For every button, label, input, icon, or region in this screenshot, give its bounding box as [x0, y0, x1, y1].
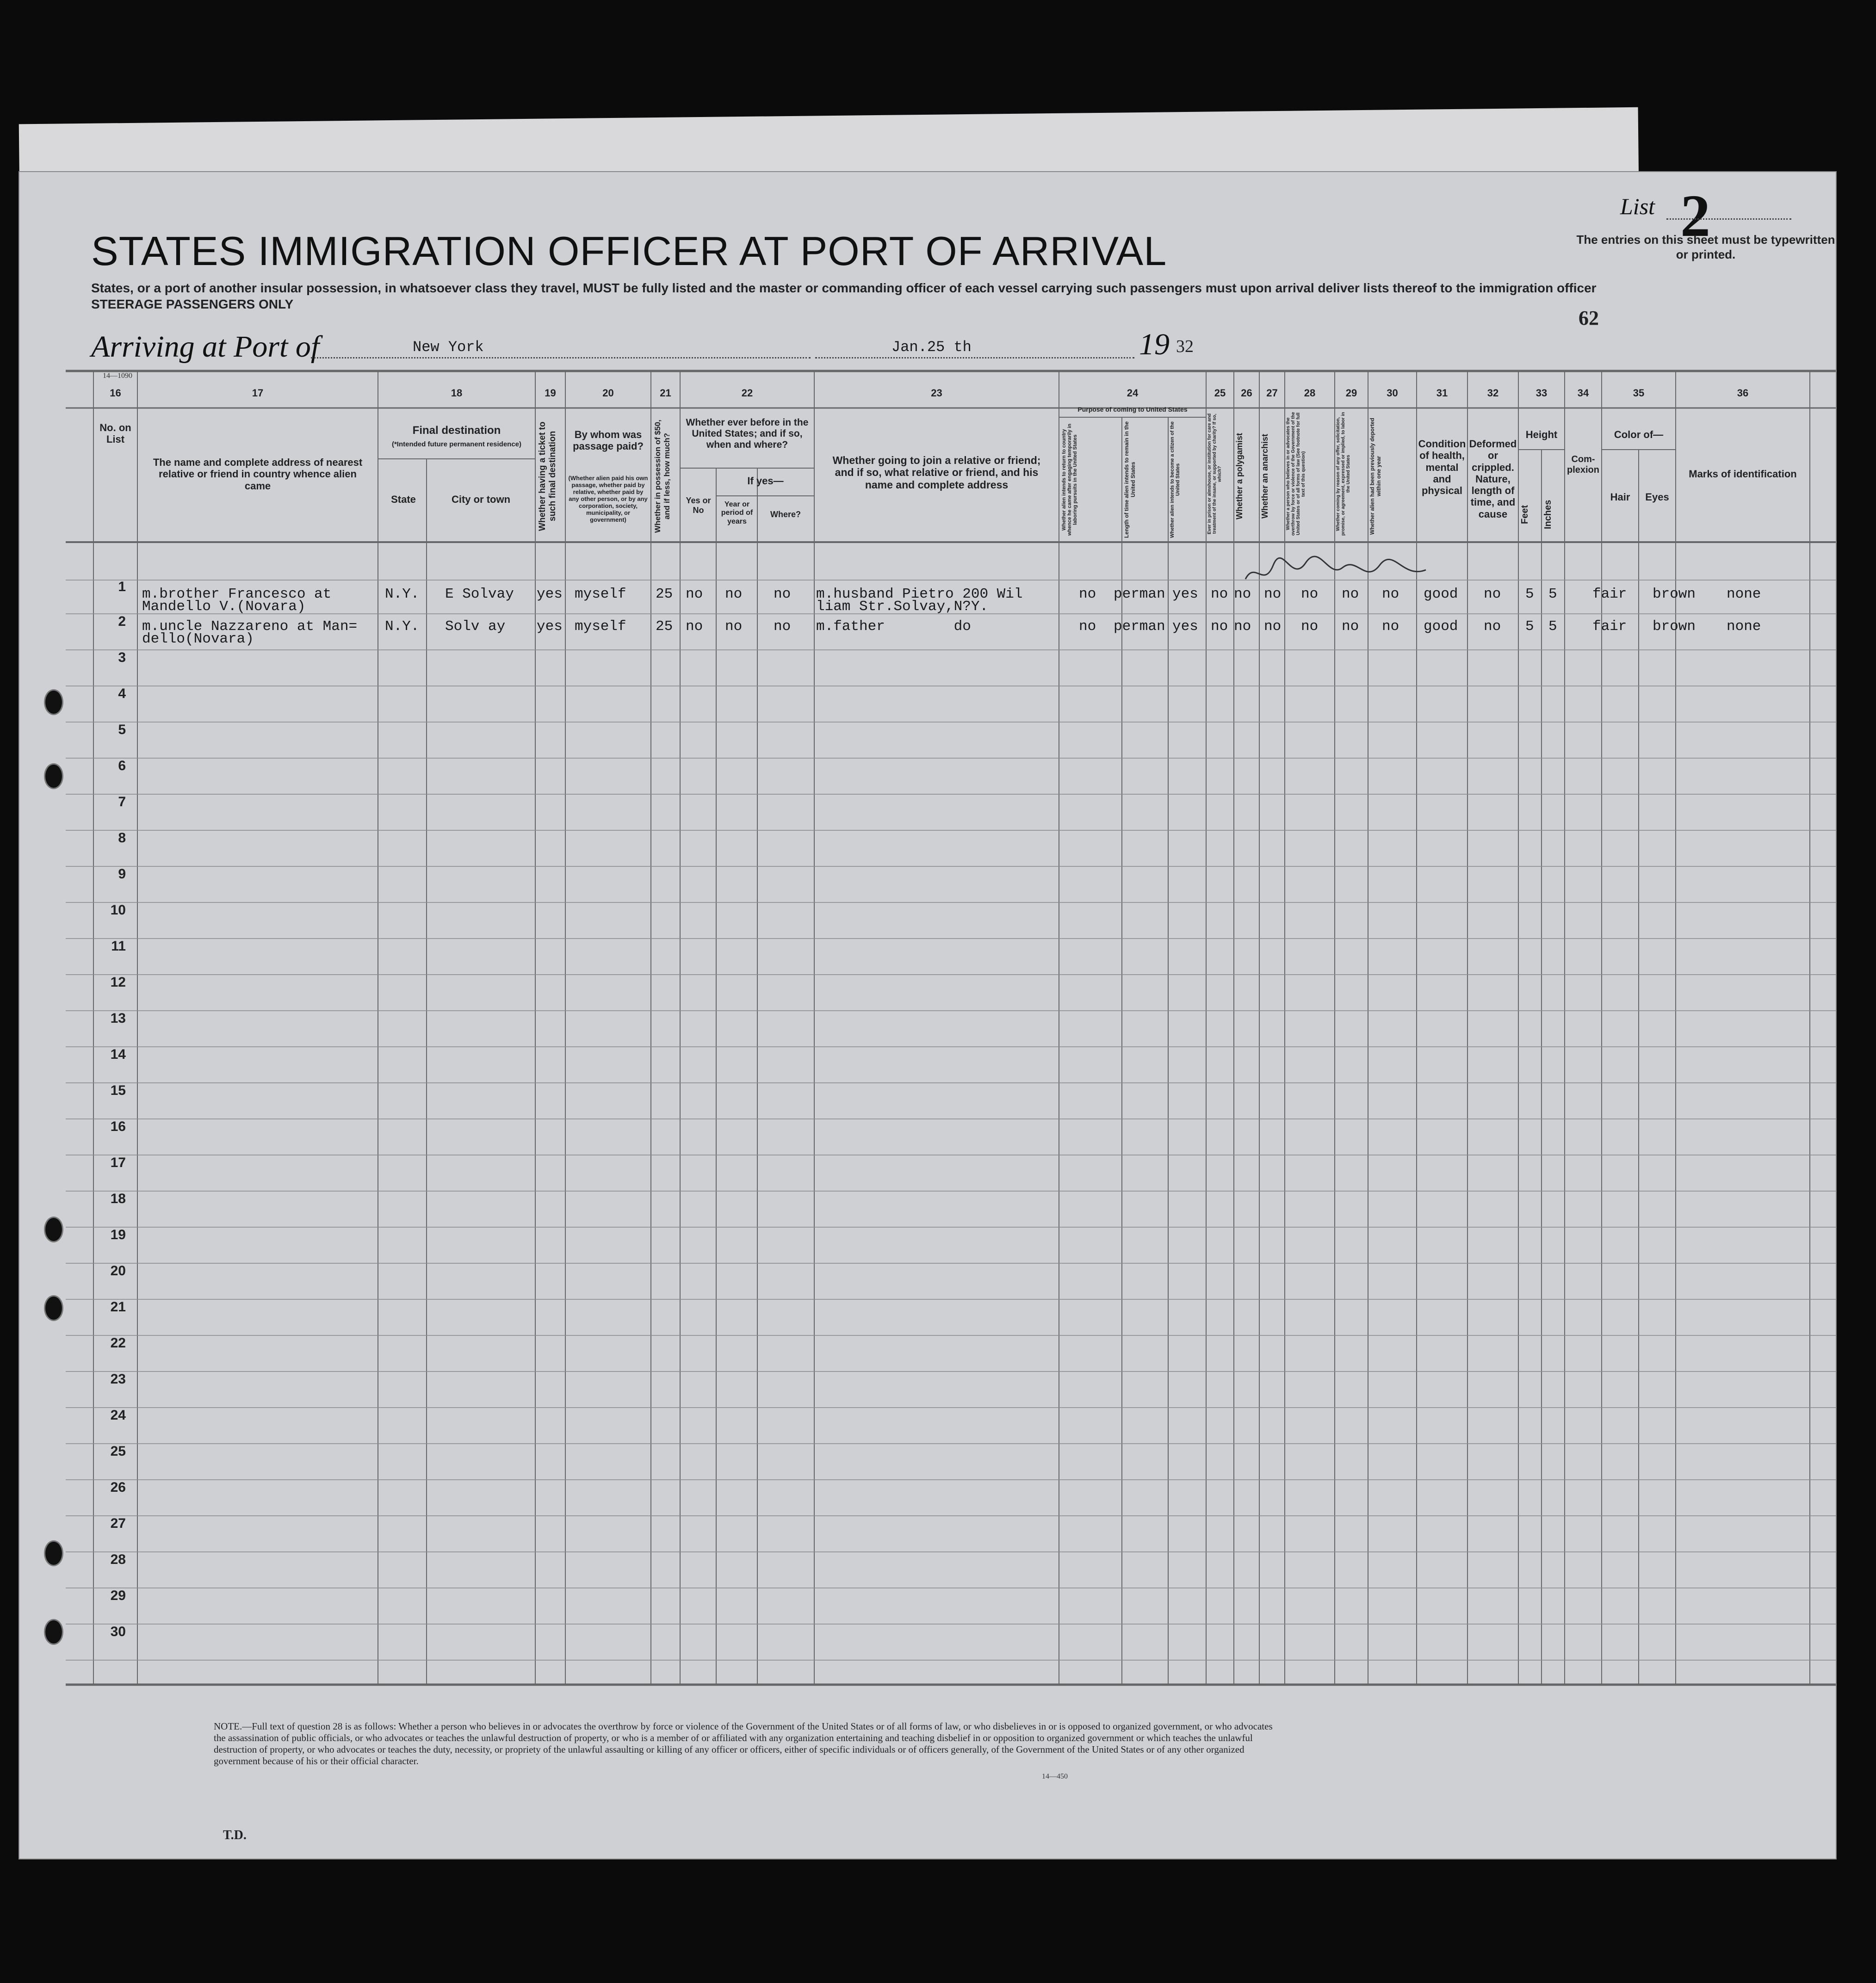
row1-return: no: [1079, 586, 1096, 602]
colnum-30: 30: [1387, 387, 1398, 399]
row2-feet: 5: [1525, 618, 1534, 635]
row-number: 10: [110, 902, 126, 918]
row2-health: good: [1424, 618, 1458, 635]
row2-overthrow: no: [1301, 618, 1319, 635]
colnum-26: 26: [1241, 387, 1252, 399]
row1-feet: 5: [1525, 586, 1534, 602]
binder-hole: [44, 1540, 63, 1566]
row1-joining-line1: m.husband Pietro 200 Wil: [816, 586, 1023, 602]
row1-before: no: [686, 586, 703, 602]
row1-passage: myself: [575, 586, 626, 602]
row-number: 2: [118, 614, 126, 629]
row1-overthrow: no: [1301, 586, 1319, 602]
row-number: 20: [110, 1263, 126, 1279]
row2-prison: no: [1211, 618, 1228, 635]
binder-hole: [44, 763, 63, 789]
footnote-text: NOTE.—Full text of question 28 is as follows: Whether a person who believes in or advocates the overthrow by force or violence of the Government of the United States or of all forms of law, or who disbelieves in or is opposed to organized government, or who advocates the assassination of public officials, or who advocates or teaches the unlawful destruction of property, or who is a member of or affiliated with any organization entertaining and teaching disbelief in or opposition to organized government or which teaches the unlawful destruction of property, or who advocates or teaches the duty, necessity, or propriety of the unlawful assaulting or killing of any officer or officers, either of specific individuals or of officers generally, of the Government of the United States or of any other organized government because of his or their official character.: [214, 1721, 1273, 1767]
header-if-yes: If yes—: [747, 475, 784, 487]
row2-eyes: brown: [1653, 618, 1696, 635]
row2-passage: myself: [575, 618, 626, 635]
row1-citizen: yes: [1172, 586, 1198, 602]
row1-relative-line1: m.brother Francesco at: [142, 586, 332, 602]
colnum-23: 23: [931, 387, 942, 399]
row-number: 1: [118, 579, 126, 594]
colnum-36: 36: [1737, 387, 1749, 399]
date-value: Jan.25 th: [892, 339, 972, 356]
header-color-of: Color of—: [1614, 429, 1664, 440]
row1-polygamist: no: [1234, 586, 1251, 602]
row2-money: 25: [656, 618, 673, 635]
row-number: 22: [110, 1335, 126, 1351]
colnum-20: 20: [602, 387, 614, 399]
row2-city: Solv ay: [445, 618, 506, 635]
row-number: 19: [110, 1227, 126, 1242]
row1-length: perman: [1114, 586, 1165, 602]
row1-complexion: fair: [1592, 586, 1627, 602]
row-number: 14: [110, 1047, 126, 1062]
header-overthrow: Whether a person who believes in or advocates the overthrow by force or violence of the Government of the United States or of all forms of law (See footnote for full text of this question): [1286, 412, 1306, 536]
row-number: 13: [110, 1011, 126, 1026]
row1-inches: 5: [1548, 586, 1557, 602]
row-number: 25: [110, 1444, 126, 1459]
row-number: 9: [118, 866, 126, 882]
row-number: 17: [110, 1155, 126, 1170]
header-year-period: Year or period of years: [721, 500, 753, 525]
arriving-label: Arriving at Port of: [91, 330, 320, 364]
row-number: 24: [110, 1408, 126, 1423]
handwritten-annotation: [1241, 551, 1435, 593]
colnum-31: 31: [1436, 387, 1448, 399]
header-complexion: Com- plexion: [1566, 454, 1599, 475]
header-no-on-list: No. on List: [99, 422, 131, 445]
row2-deformed: no: [1484, 618, 1501, 635]
row2-before: no: [686, 618, 703, 635]
colnum-33: 33: [1535, 387, 1548, 399]
year-suffix: 32: [1176, 337, 1194, 356]
row1-year: no: [725, 586, 743, 602]
row2-relative-line2: dello(Novara): [142, 631, 254, 647]
header-deported: Whether alien had been previously deported within one year: [1369, 418, 1382, 535]
row1-where: no: [774, 586, 791, 602]
colnum-18: 18: [451, 387, 463, 399]
binder-hole: [44, 689, 63, 715]
header-hair: Hair: [1610, 491, 1630, 503]
page-title: STATES IMMIGRATION OFFICER AT PORT OF ARRIVAL: [91, 228, 1167, 274]
row-number: 16: [110, 1119, 126, 1134]
instructions-text: States, or a port of another insular possession, in whatsoever class they travel, MUST be fully listed and the master or commanding officer of each vessel carrying such passengers must upon arrival deliver lists thereof to the immigration officer: [91, 281, 1597, 295]
list-label: List: [1620, 193, 1655, 219]
row1-marks: none: [1727, 586, 1761, 602]
header-city: City or town: [451, 494, 511, 505]
row-number: 21: [110, 1299, 126, 1315]
row1-eyes: brown: [1653, 586, 1696, 602]
header-purpose-citizen: Whether alien intends to become a citizen of the United States: [1170, 421, 1181, 538]
passenger-class: STEERAGE PASSENGERS ONLY: [91, 297, 294, 311]
binder-hole: [44, 1295, 63, 1321]
row1-ticket: yes: [537, 586, 563, 602]
colnum-16: 16: [110, 387, 121, 399]
colnum-32: 32: [1487, 387, 1499, 399]
row2-relative-line1: m.uncle Nazzareno at Man=: [142, 618, 358, 635]
row2-marks: none: [1727, 618, 1761, 635]
header-money: Whether in possession of $50, and if less, how much?: [653, 420, 671, 533]
row-number: 15: [110, 1083, 126, 1098]
colnum-27: 27: [1266, 387, 1278, 399]
header-offer: Whether coming by reason of any offer, solicitation, promise, or agreement, expressed or implied, to labor in the United States: [1336, 412, 1351, 536]
row-number: 12: [110, 975, 126, 990]
colnum-22: 22: [741, 387, 753, 399]
header-polygamist: Whether a polygamist: [1235, 432, 1244, 520]
binder-hole: [44, 1217, 63, 1242]
header-where: Where?: [770, 510, 801, 519]
row1-prison: no: [1211, 586, 1228, 602]
row-number: 8: [118, 830, 126, 846]
row2-where: no: [774, 618, 791, 635]
row-number: 30: [110, 1624, 126, 1639]
header-final-destination-sub: (*Intended future permanent residence): [391, 440, 522, 448]
row1-deformed: no: [1484, 586, 1501, 602]
colnum-25: 25: [1214, 387, 1226, 399]
colnum-35: 35: [1633, 387, 1645, 399]
row1-offer: no: [1342, 586, 1359, 602]
colnum-24: 24: [1127, 387, 1139, 399]
header-ticket: Whether having a ticket to such final destination: [538, 421, 557, 531]
binder-hole: [44, 1619, 63, 1645]
row2-state: N.Y.: [385, 618, 420, 635]
header-height: Height: [1525, 429, 1558, 440]
row-number: 27: [110, 1516, 126, 1531]
form-grid: [19, 172, 1838, 1860]
list-number: 2: [1680, 183, 1710, 249]
header-joining: Whether going to join a relative or friend; and if so, what relative or friend, and his name and complete address: [832, 454, 1041, 491]
header-inches: Inches: [1543, 500, 1553, 529]
row2-joining-line1: m.father do: [816, 618, 971, 635]
row-number: 29: [110, 1588, 126, 1603]
row-number: 4: [118, 686, 126, 701]
row-number: 18: [110, 1191, 126, 1206]
header-purpose-length: Length of time alien intends to remain in the United States: [1123, 421, 1136, 538]
row1-money: 25: [656, 586, 673, 602]
row1-joining-line2: liam Str.Solvay,N?Y.: [816, 599, 989, 615]
row-number: 3: [118, 650, 126, 665]
colnum-29: 29: [1345, 387, 1357, 399]
header-deformed: Deformed or crippled. Nature, length of time, and cause: [1469, 438, 1517, 520]
header-anarchist: Whether an anarchist: [1260, 433, 1269, 519]
row2-complexion: fair: [1592, 618, 1627, 635]
header-yes-no: Yes or No: [686, 496, 711, 515]
form-code-bottom: 14—450: [1042, 1773, 1068, 1780]
row-number: 7: [118, 794, 126, 809]
row2-citizen: yes: [1172, 618, 1198, 635]
row-number: 26: [110, 1480, 126, 1495]
row2-year: no: [725, 618, 743, 635]
header-prison: Ever in prison or almshouse, or institution for care and treatment of the insane, or supported by charity? If so, which?: [1207, 413, 1222, 535]
header-marks: Marks of identification: [1689, 468, 1797, 480]
header-passage-sub: (Whether alien paid his own passage, whether paid by relative, whether paid by any other person, or by any corporation, society, municipality, or government): [568, 475, 648, 523]
header-eyes: Eyes: [1645, 491, 1669, 503]
entries-note: The entries on this sheet must be typewritten or printed.: [1576, 233, 1835, 261]
row2-anarchist: no: [1264, 618, 1282, 635]
row1-relative-line2: Mandello V.(Novara): [142, 599, 306, 615]
header-before-us: Whether ever before in the United States; and if so, when and where?: [686, 417, 809, 451]
form-code-top: 14—1090: [103, 372, 132, 380]
colnum-19: 19: [545, 387, 556, 399]
row2-return: no: [1079, 618, 1096, 635]
row1-health: good: [1424, 586, 1458, 602]
header-passage: By whom was passage paid?: [573, 429, 644, 452]
row1-deported: no: [1382, 586, 1399, 602]
td-stamp: T.D.: [223, 1828, 247, 1842]
row1-anarchist: no: [1264, 586, 1282, 602]
header-purpose-return: Whether alien intends to return to country whence he came after engaging temporarily in laboring pursuits in the United States: [1061, 423, 1078, 536]
colnum-21: 21: [660, 387, 671, 399]
row-number: 23: [110, 1371, 126, 1387]
row-number: 5: [118, 722, 126, 737]
header-feet: Feet: [1520, 505, 1530, 524]
row2-ticket: yes: [537, 618, 563, 635]
port-value: New York: [413, 339, 484, 356]
page-number: 62: [1579, 307, 1599, 329]
colnum-28: 28: [1304, 387, 1316, 399]
row2-polygamist: no: [1234, 618, 1251, 635]
row1-city: E Solvay: [445, 586, 514, 602]
row-number: 28: [110, 1552, 126, 1567]
header-final-destination: Final destination: [412, 424, 501, 437]
row2-length: perman: [1114, 618, 1165, 635]
colnum-17: 17: [252, 387, 264, 399]
row2-offer: no: [1342, 618, 1359, 635]
header-health: Condition of health, mental and physical: [1418, 438, 1466, 497]
header-state: State: [391, 494, 416, 505]
manifest-page: [19, 171, 1837, 1859]
row-number: 11: [111, 939, 126, 954]
header-purpose: Purpose of coming to United States: [1077, 406, 1188, 413]
row2-deported: no: [1382, 618, 1399, 635]
row1-state: N.Y.: [385, 586, 420, 602]
row2-inches: 5: [1548, 618, 1557, 635]
header-relative: The name and complete address of nearest relative or friend in country whence alien came: [153, 457, 363, 492]
colnum-34: 34: [1577, 387, 1589, 399]
year-prefix: 19: [1139, 327, 1170, 361]
row-number: 6: [118, 758, 126, 773]
